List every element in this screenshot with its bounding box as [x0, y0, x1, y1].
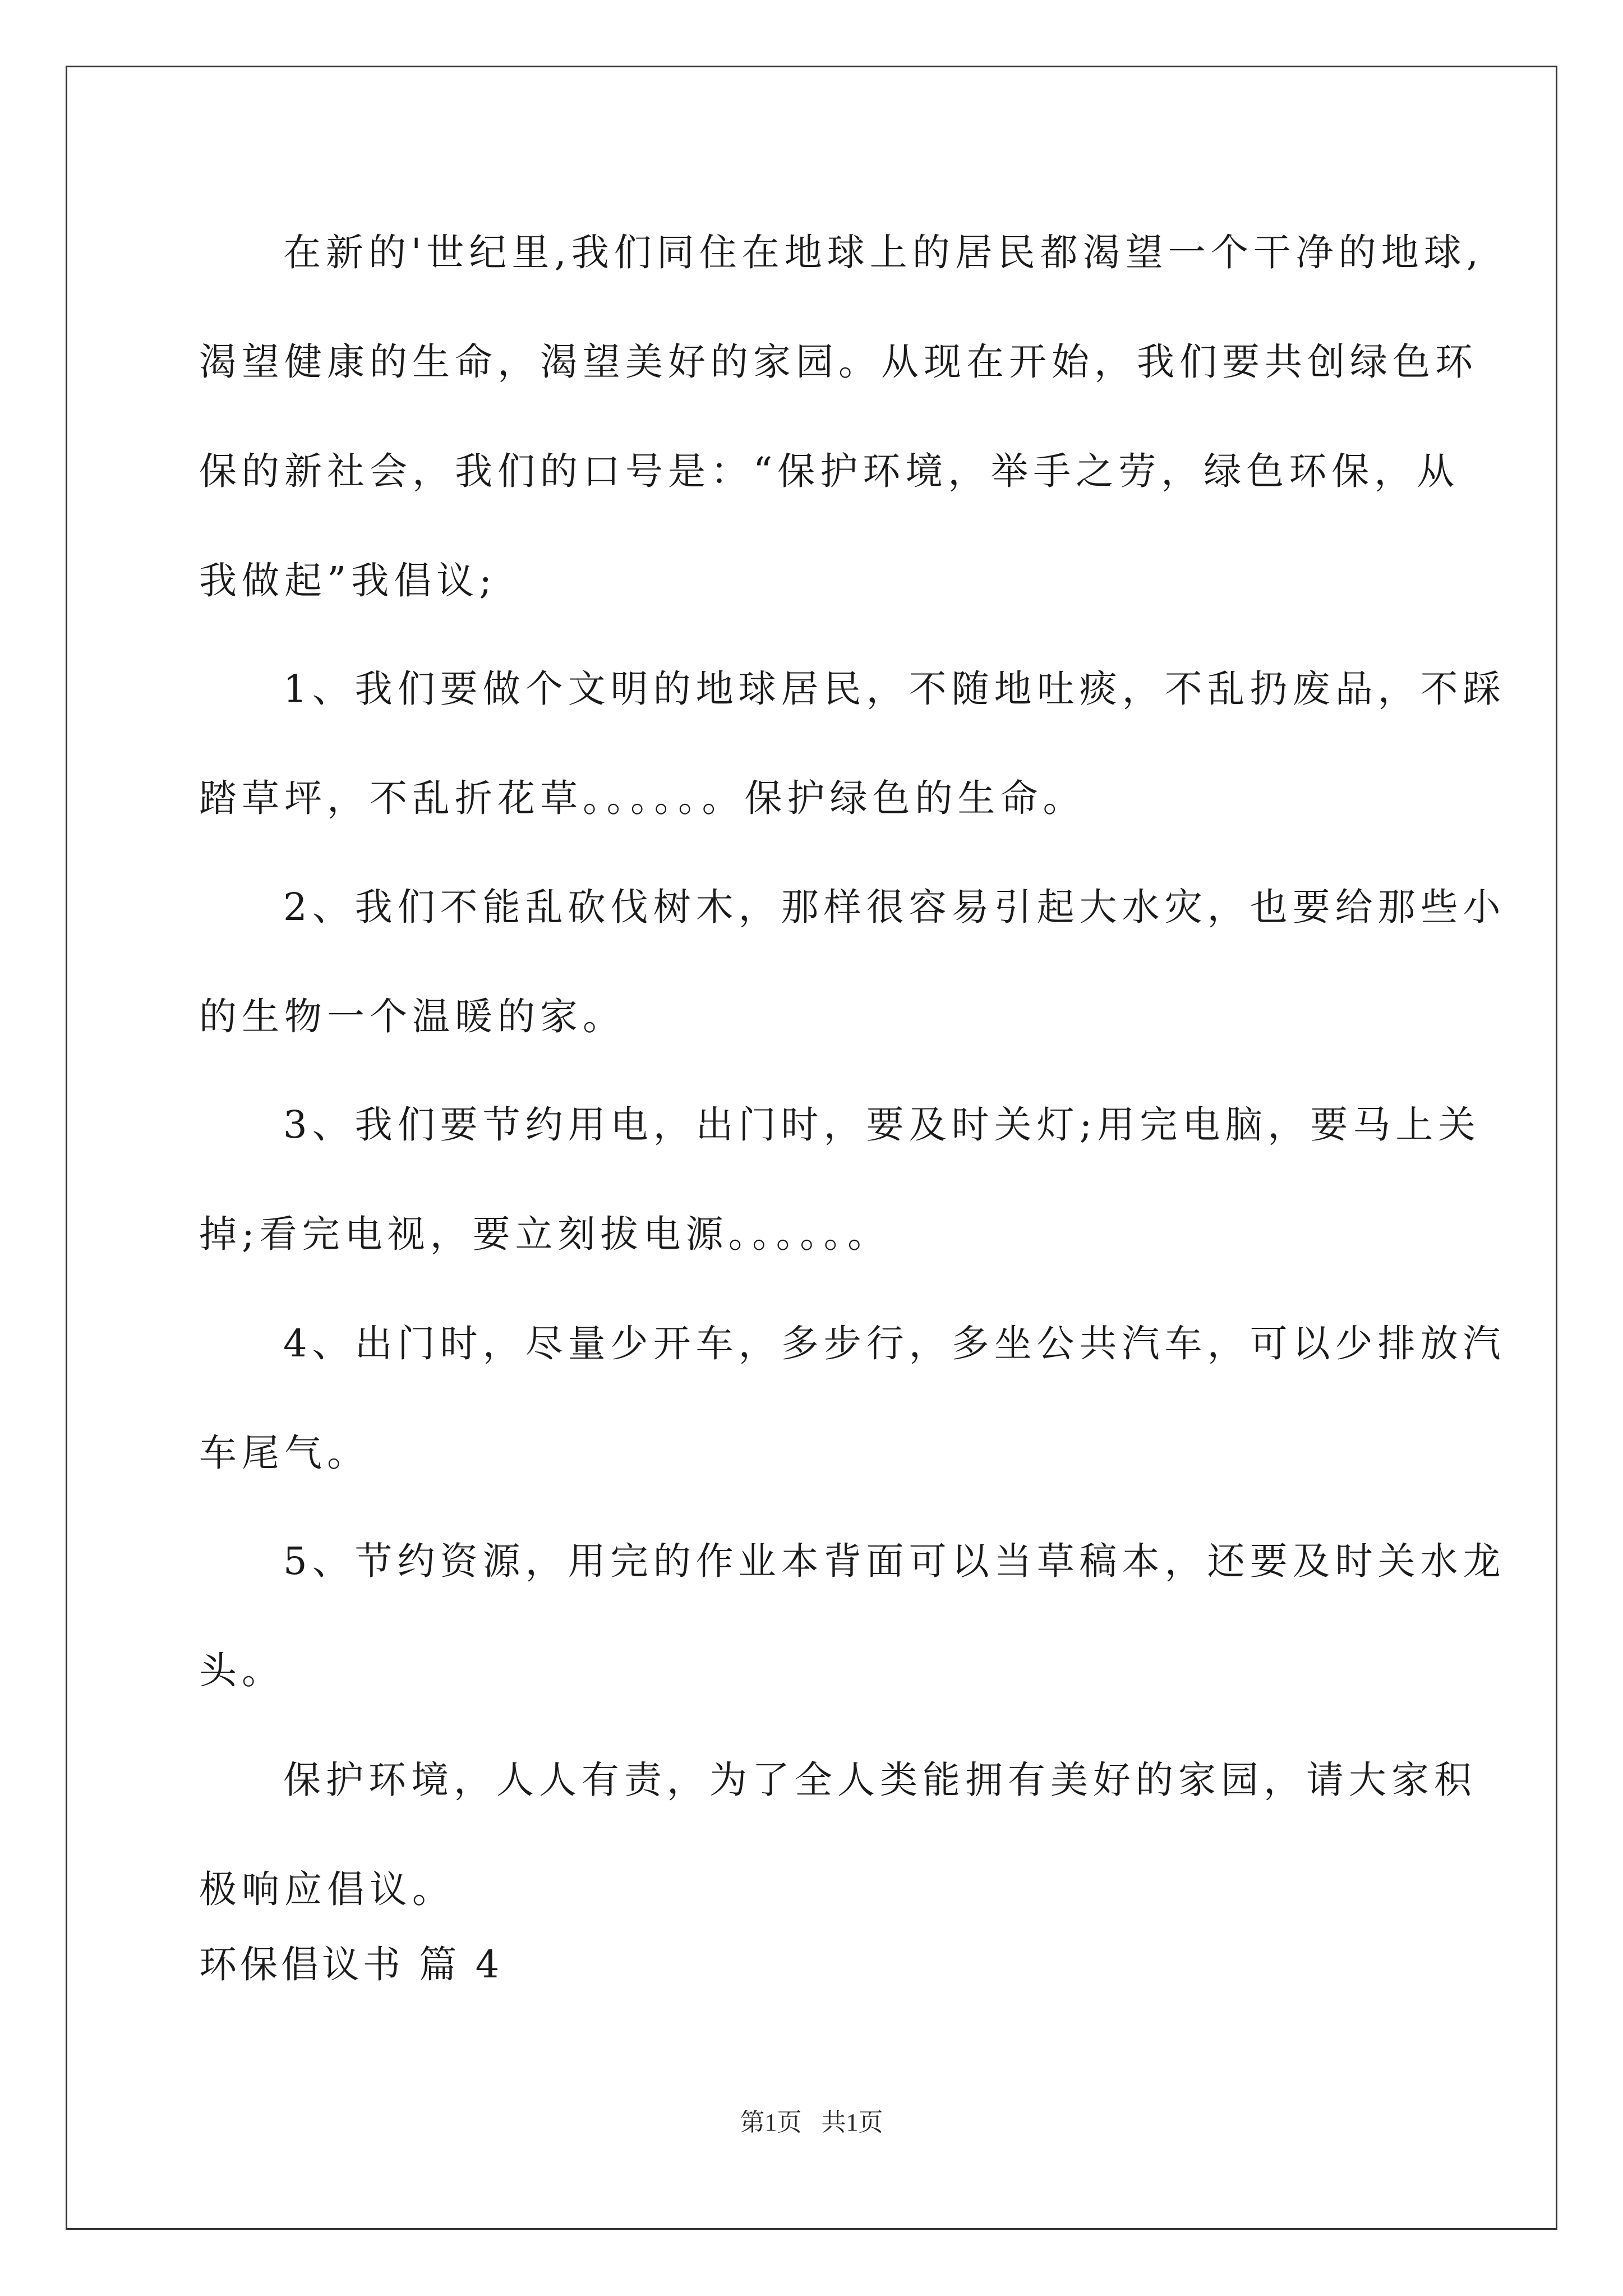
paragraph-line: 1、我们要做个文明的地球居民，不随地吐痰，不乱扔废品，不踩 — [283, 667, 1506, 711]
paragraph-line: 4、出门时，尽量少开车，多步行，多坐公共汽车，可以少排放汽 — [283, 1322, 1506, 1365]
paragraph-line: 踏草坪，不乱折花草。。。。。。保护绿色的生命。 — [199, 776, 1086, 820]
paragraph-line: 的生物一个温暖的家。 — [199, 995, 625, 1038]
paragraph-line: 保的新社会，我们的口号是：“保护环境，举手之劳，绿色环保，从 — [199, 449, 1460, 493]
paragraph-line: 2、我们不能乱砍伐树木，那样很容易引起大水灾，也要给那些小 — [283, 885, 1506, 929]
paragraph-line: 车尾气。 — [199, 1431, 370, 1475]
paragraph-line: 极响应倡议。 — [199, 1867, 455, 1911]
section-heading: 环保倡议书 篇 4 — [199, 1943, 503, 1986]
paragraph-line: 掉;看完电视，要立刻拔电源。。。。。。 — [199, 1212, 891, 1256]
paragraph-line: 我做起”我倡议; — [199, 559, 497, 602]
paragraph-line: 3、我们要节约用电，出门时，要及时关灯;用完电脑，要马上关 — [283, 1103, 1481, 1147]
page-number: 第1页 — [740, 2109, 802, 2136]
paragraph-line: 保护环境，人人有责，为了全人类能拥有美好的家园，请大家积 — [283, 1758, 1477, 1802]
page-total: 共1页 — [821, 2109, 883, 2136]
paragraph-line: 5、节约资源，用完的作业本背面可以当草稿本，还要及时关水龙 — [283, 1539, 1506, 1583]
paragraph-line: 头。 — [199, 1649, 284, 1692]
page-footer — [0, 2106, 1623, 2139]
paragraph-line: 渴望健康的生命，渴望美好的家园。从现在开始，我们要共创绿色环 — [199, 340, 1478, 384]
paragraph-line: 在新的'世纪里,我们同住在地球上的居民都渴望一个干净的地球, — [283, 231, 1484, 274]
